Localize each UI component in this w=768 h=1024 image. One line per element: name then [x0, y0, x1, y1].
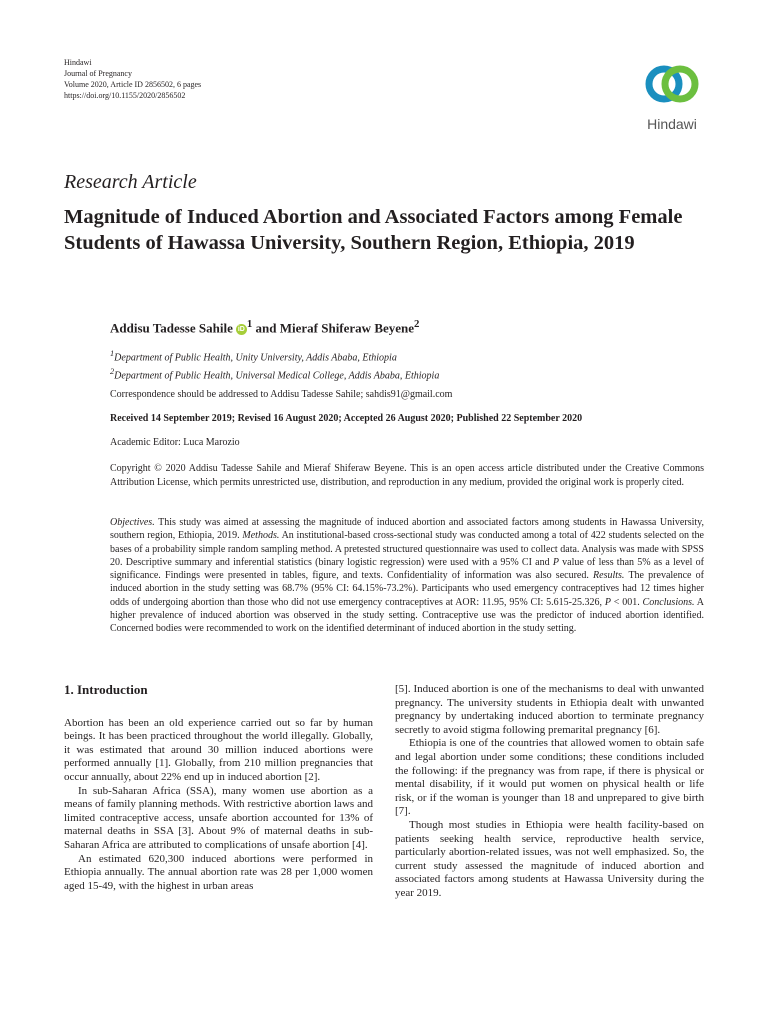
- copyright-notice: Copyright © 2020 Addisu Tadesse Sahile and Mieraf Shiferaw Beyene. This is an open access article distributed under the Creative Commons Attribution License, which permits unrestricted use, distribution, and reproduction in any medium, provided the original work is properly cited.: [110, 463, 704, 488]
- section-heading: 1. Introduction: [64, 682, 148, 697]
- abstract-label-objectives: Objectives.: [110, 517, 155, 528]
- doi-link[interactable]: https://doi.org/10.1155/2020/2856502: [64, 91, 186, 100]
- volume-info: Volume 2020, Article ID 2856502, 6 pages: [64, 80, 202, 89]
- academic-editor: Academic Editor: Luca Marozio: [110, 437, 240, 448]
- affiliation-marker: 1: [110, 349, 115, 358]
- body-paragraph: An estimated 620,300 induced abortions were performed in Ethiopia annually. The annual abortion rate was 28 per 1,000 women aged 15-49, with the highest in urban areas: [64, 852, 373, 892]
- author-connector: and: [252, 320, 280, 336]
- abstract-text: This study was aimed at assessing the magnitude of induced abortion and associated factors among students in Hawassa University, southern region, Ethiopia, 2019.: [110, 517, 704, 542]
- body-paragraph: Though most studies in Ethiopia were health facility-based on patients seeking health service, reproductive health service, particularly abortion-related issues, was not well emphasized. So, the current study assessed the magnitude of induced abortion and associated factors among students at Hawassa University during the year 2019.: [395, 818, 704, 899]
- abstract-p-symbol: P: [604, 596, 611, 608]
- abstract-text: A higher prevalence of induced abortion was observed in the study setting. Contraceptive use was the predictor of induced abortion identified. Concerned bodies were recommended to work on the identified determinant of induced abortion in the study setting.: [110, 596, 704, 635]
- body-column-left: [64, 683, 373, 893]
- abstract-text: The prevalence of induced abortion in the study setting was 68.7% (95% CI: 64.15%-73.2%). Participants who used emergency contraceptives had 12 times higher odds of undergoing abortion than those who did not use emergency contraceptives at AOR: 11.95, 95% CI: 5.615-25.326,: [110, 570, 705, 608]
- abstract-label-methods: Methods.: [242, 530, 280, 542]
- hindawi-logo: [632, 60, 712, 132]
- affiliation-line: [110, 347, 439, 365]
- body-paragraph: Abortion has been an old experience carried out so far by human beings. It has been practiced throughout the world illegally. Globally, it was estimated that around 30 million induced abortions were performed annually [1]. Globally, from 210 million pregnancies that occur annually, about 22% end up in induced abortion [2].: [64, 716, 373, 783]
- affiliation-marker: 2: [414, 318, 420, 330]
- affiliation-text: Department of Public Health, Unity University, Addis Ababa, Ethiopia: [114, 352, 397, 364]
- abstract-label-conclusions: Conclusions.: [642, 596, 695, 608]
- abstract-p-symbol: P: [552, 556, 559, 568]
- affiliation-marker: 1: [246, 318, 253, 330]
- body-paragraph: [5]. Induced abortion is one of the mechanisms to deal with unwanted pregnancy. The university students in Ethiopia dealt with unwanted pregnancy by undertaking induced abortion to terminate pregnancy secretly to avoid stigma following premarital pregnancy [6].: [395, 683, 704, 736]
- journal-name: Journal of Pregnancy: [64, 69, 132, 78]
- body-paragraph: In sub-Saharan Africa (SSA), many women use abortion as a means of family planning methods. With restrictive abortion laws and limited contraceptive access, unsafe abortion accounted for 13% of maternal deaths in SSA [3]. About 9% of maternal deaths in sub-Saharan Africa are attributed to complications of unsafe abortion [4].: [64, 784, 373, 851]
- hindawi-logo-text: Hindawi: [647, 116, 697, 132]
- author-name[interactable]: Addisu Tadesse Sahile: [110, 320, 233, 336]
- author-list: [110, 318, 419, 336]
- abstract-text: < 001.: [610, 596, 643, 608]
- orcid-icon[interactable]: iD: [237, 326, 245, 334]
- affiliation-line: [110, 365, 439, 383]
- publisher-name: Hindawi: [64, 58, 92, 67]
- affiliation-text: Department of Public Health, Universal Medical College, Addis Ababa, Ethiopia: [114, 370, 440, 382]
- abstract-label-results: Results.: [593, 570, 625, 582]
- abstract-text: value of less than 5% as a level of significance. Findings were presented in tables, figure, and texts. Confidentiality of information was also secured.: [110, 556, 704, 582]
- body-paragraph: Ethiopia is one of the countries that allowed women to obtain safe and legal abortion under some conditions; these conditions included the following: if the pregnancy was from rape, if there is physical or mental disability, if it would put women on physical health or life risk, or if the woman is younger than 18 and unprepared to give birth [7].: [395, 737, 704, 818]
- publication-dates: Received 14 September 2019; Revised 16 August 2020; Accepted 26 August 2020; Published 22 September 2020: [110, 413, 583, 424]
- article-type: Research Article: [64, 171, 197, 193]
- body-column-right: [395, 683, 704, 901]
- abstract: [110, 516, 704, 636]
- correspondence: Correspondence should be addressed to Addisu Tadesse Sahile; sahdis91@gmail.com: [110, 389, 453, 400]
- affiliations: [110, 347, 439, 384]
- abstract-text: An institutional-based cross-sectional study was conducted among a total of 422 students selected on the bases of a probability simple random sampling method. A pretested structured questionnaire was used to collect data. Analysis was made with SPSS 20. Descriptive summary and inferential statistics (binary logistic regression) were used with a 95% CI and: [110, 530, 704, 568]
- journal-header: [64, 57, 201, 101]
- page-title: Magnitude of Induced Abortion and Associated Factors among Female Students of Hawassa University, Southern Region, Ethiopia, 2019: [64, 206, 683, 254]
- affiliation-marker: 2: [110, 367, 115, 377]
- hindawi-logo-icon: [644, 60, 700, 108]
- author-name[interactable]: Mieraf Shiferaw Beyene: [279, 320, 415, 336]
